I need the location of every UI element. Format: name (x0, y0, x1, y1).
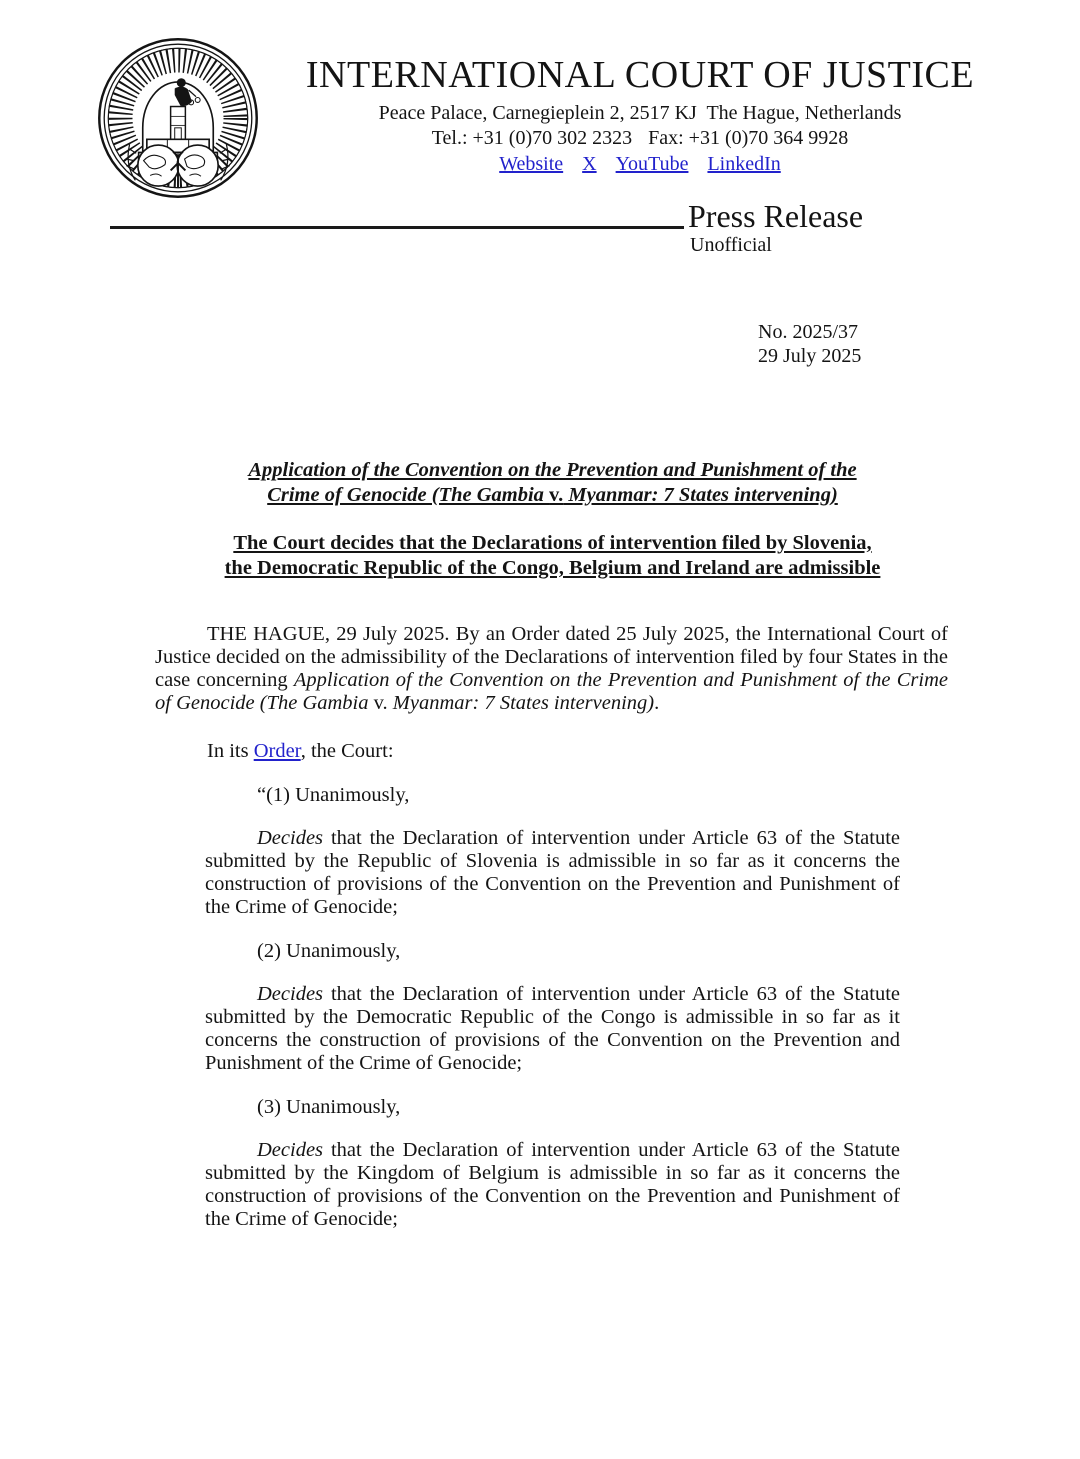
website-link[interactable]: Website (499, 153, 564, 175)
intro-text: THE HAGUE, 29 July 2025. By an Order dated 25 July 2025, the International Court of Justice decided on the admissibility of the Declarations of intervention filed by four States in the case concerning (155, 623, 948, 691)
case-title-line2-italic: Crime of Genocide (The Gambia (267, 484, 550, 506)
case-title (155, 458, 950, 508)
unofficial-label: Unofficial (690, 234, 772, 256)
case-title-line1: Application of the Convention on the Prevention and Punishment of the (248, 459, 857, 481)
clause-2-text: that the Declaration of intervention under Article 63 of the Statute submitted by the Democratic Republic of the Congo is admissible in so far as it concerns the construction of provisions of the Convention on the Prevention and Punishment of the Crime of Genocide; (205, 983, 900, 1074)
release-date: 29 July 2025 (758, 345, 862, 367)
intro-period: . (654, 692, 660, 714)
linkedin-link[interactable]: LinkedIn (707, 153, 781, 175)
clause-1-decides: Decides (257, 827, 324, 849)
page-title: INTERNATIONAL COURT OF JUSTICE (305, 54, 975, 96)
intro-case-name-end: Myanmar: 7 States intervening) (392, 692, 655, 714)
clause-2-paragraph (205, 983, 900, 1075)
case-title-line2 (267, 484, 838, 506)
icj-seal-icon (96, 36, 260, 200)
clause-1-text: that the Declaration of intervention under Article 63 of the Statute submitted by the Republic of Slovenia is admissible in so far as it concerns the construction of provisions of the Convention on the Prevention and Punishment of the Crime of Genocide; (205, 827, 900, 918)
document-body (0, 458, 1080, 1231)
clause-3-decides: Decides (257, 1139, 324, 1161)
youtube-link[interactable]: YouTube (615, 153, 689, 175)
clause-1-heading: “(1) Unanimously, (257, 784, 410, 806)
release-number: No. 2025/37 (758, 321, 858, 343)
address-line: Peace Palace, Carnegieplein 2, 2517 KJ The Hague, Netherlands (378, 102, 902, 124)
release-meta (758, 320, 861, 368)
intro-paragraph (155, 623, 948, 715)
decision-subtitle-line2: the Democratic Republic of the Congo, Belgium and Ireland are admissible (224, 557, 881, 579)
order-line-post: , the Court: (300, 740, 394, 762)
x-link[interactable]: X (582, 153, 597, 175)
order-reference-line (155, 740, 948, 763)
intro-case-name: Application of the Convention on the Prevention and Punishment of the Crime of Genocide (The Gambia (155, 669, 948, 714)
order-line-pre: In its (207, 740, 254, 762)
clause-3-text: that the Declaration of intervention under Article 63 of the Statute submitted by the Kingdom of Belgium is admissible in so far as it concerns the construction of provisions of the Convention on the Prevention and Punishment of the Crime of Genocide; (205, 1139, 900, 1230)
decision-subtitle (155, 531, 950, 581)
case-title-line2-italic-end: Myanmar: 7 States intervening) (563, 484, 838, 506)
clause-1-paragraph (205, 827, 900, 919)
press-release-label: Press Release (688, 198, 864, 234)
decision-subtitle-line1: The Court decides that the Declarations of intervention filed by Slovenia, (233, 532, 872, 554)
intro-v: v. (368, 692, 393, 714)
tel-fax-line (258, 127, 1022, 149)
clause-3-heading: (3) Unanimously, (257, 1096, 401, 1118)
case-title-v: v. (549, 484, 564, 506)
horizontal-rule (110, 226, 684, 229)
fax-value: Fax: +31 (0)70 364 9928 (648, 127, 849, 149)
order-link[interactable]: Order (253, 740, 301, 762)
clause-2-heading: (2) Unanimously, (257, 940, 401, 962)
clause-2-decides: Decides (257, 983, 324, 1005)
social-links (258, 153, 1022, 175)
letterhead (258, 55, 1022, 175)
clause-3-paragraph (205, 1139, 900, 1231)
tel-value: Tel.: +31 (0)70 302 2323 (431, 127, 633, 149)
